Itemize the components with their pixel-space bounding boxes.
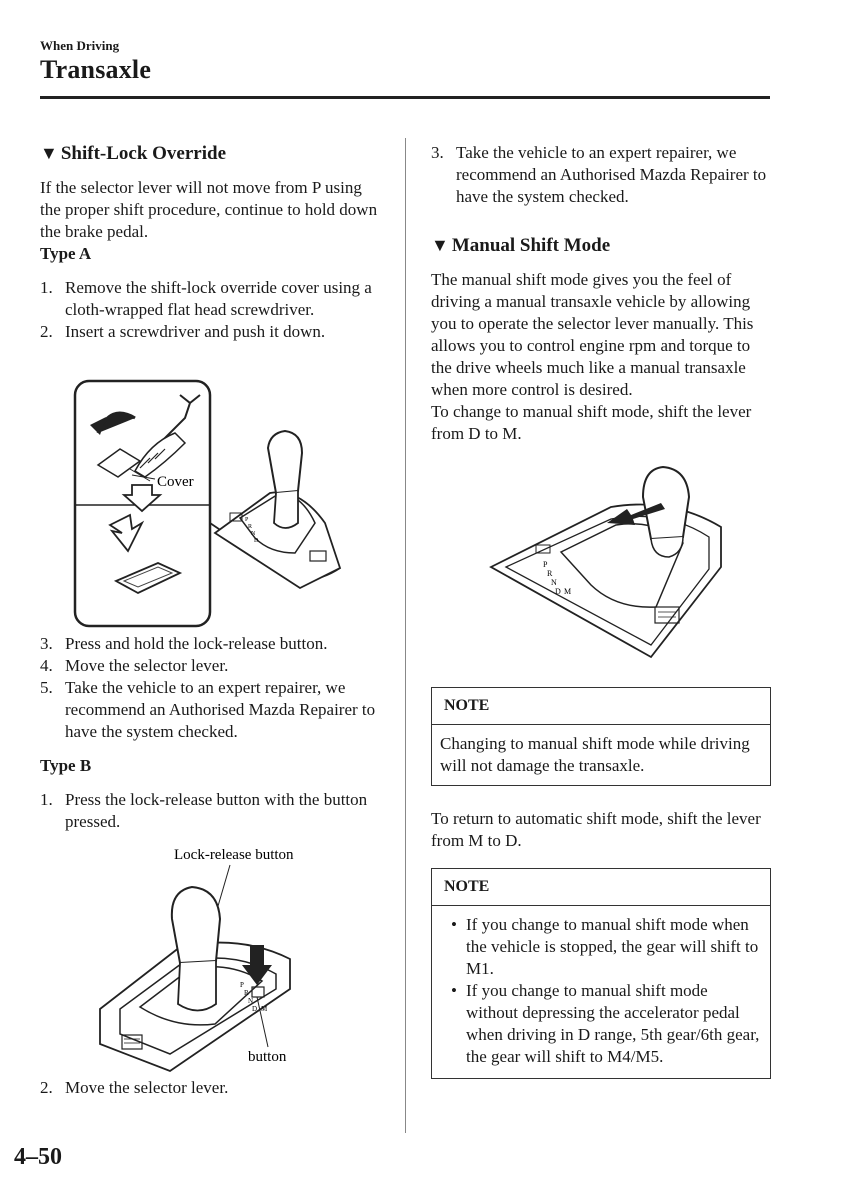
manual-shift-heading: ▼ Manual Shift Mode xyxy=(431,235,611,256)
note-text: Changing to manual shift mode while driving will not damage the transaxle. xyxy=(440,734,750,775)
note-label: NOTE xyxy=(432,688,770,725)
type-b-label: Type B xyxy=(40,756,92,775)
svg-text:D: D xyxy=(555,587,561,596)
bullet-icon: • xyxy=(451,981,457,1000)
svg-text:P: P xyxy=(240,981,244,989)
return-mode-paragraph: To return to automatic shift mode, shift the lever from M to D. xyxy=(431,809,761,850)
note-label: NOTE xyxy=(432,869,770,906)
section-kicker: When Driving xyxy=(40,38,120,53)
triangle-marker-icon: ▼ xyxy=(40,143,58,163)
list-item: 2. Move the selector lever. xyxy=(40,1078,229,1097)
list-item: 1. Remove the shift-lock override cover using a cloth-wrapped flat head screwdriver. xyxy=(40,278,372,319)
right-column xyxy=(431,140,771,1079)
svg-text:N: N xyxy=(248,997,254,1005)
bullet-icon: • xyxy=(451,915,457,934)
cover-label: Cover xyxy=(157,474,194,490)
list-item: 1. Press the lock-release button with the button pressed. xyxy=(40,790,368,831)
page-title: Transaxle xyxy=(40,55,152,84)
manual-shift-illustration xyxy=(431,457,771,677)
list-item: 4. Move the selector lever. xyxy=(40,656,229,675)
type-a-label: Type A xyxy=(40,244,92,263)
lock-release-illustration xyxy=(40,839,380,1073)
svg-text:P: P xyxy=(543,560,548,569)
lock-release-label: Lock-release button xyxy=(174,847,294,863)
svg-text:M: M xyxy=(261,1005,268,1013)
note-box-1 xyxy=(431,687,771,786)
figure-lock-release-button xyxy=(40,839,380,1073)
svg-text:N: N xyxy=(551,578,557,587)
continued-step xyxy=(431,142,771,208)
column-divider xyxy=(405,138,406,1133)
list-item: 3. Take the vehicle to an expert repairer, we recommend an Authorised Mazda Repairer to have the system checked. xyxy=(431,143,767,206)
note-list xyxy=(440,914,762,1068)
svg-text:N: N xyxy=(251,531,256,537)
left-column xyxy=(40,140,380,1099)
shift-lock-illustration xyxy=(40,373,380,633)
intro-paragraph: If the selector lever will not move from P using the proper shift procedure, continue to hold down the brake pedal. xyxy=(40,178,378,241)
note-body xyxy=(432,906,770,1078)
list-item: 5. Take the vehicle to an expert repairer, we recommend an Authorised Mazda Repairer to have the system checked. xyxy=(40,678,376,741)
type-a-steps-2 xyxy=(40,633,380,743)
list-item: 2. Insert a screwdriver and push it down. xyxy=(40,322,326,341)
change-mode-paragraph: To change to manual shift mode, shift the lever from D to M. xyxy=(431,402,752,443)
type-b-steps-2 xyxy=(40,1077,380,1099)
button-label: button xyxy=(248,1049,287,1065)
list-item: 3. Press and hold the lock-release button. xyxy=(40,634,328,653)
svg-text:D: D xyxy=(252,1005,258,1013)
list-item: • If you change to manual shift mode when the vehicle is stopped, the gear will shift to M1. xyxy=(451,915,759,978)
svg-text:R: R xyxy=(244,989,249,997)
page-number: 4–50 xyxy=(14,1144,62,1170)
note-box-2 xyxy=(431,868,771,1079)
svg-text:R: R xyxy=(547,569,553,578)
list-item: • If you change to manual shift mode without depressing the accelerator pedal when driving in D range, 5th gear/6th gear, the gear will shift to M4/M5. xyxy=(451,981,760,1066)
svg-text:D: D xyxy=(254,538,259,544)
type-a-steps-1 xyxy=(40,277,380,343)
figure-manual-shift xyxy=(431,457,771,677)
triangle-marker-icon: ▼ xyxy=(431,235,449,255)
svg-text:R: R xyxy=(248,524,253,530)
figure-shift-lock-override xyxy=(40,373,380,633)
header-rule xyxy=(40,96,770,99)
shift-lock-heading: ▼ Shift-Lock Override xyxy=(40,143,227,164)
svg-text:P: P xyxy=(245,517,249,523)
svg-text:M: M xyxy=(564,587,572,596)
type-b-steps-1 xyxy=(40,789,380,833)
manual-shift-paragraph: The manual shift mode gives you the feel of driving a manual transaxle vehicle by allowing you to operate the selector lever manually. This allows you to control engine rpm and torque to the drive wheels much like a manual transaxle when more control is desired. xyxy=(431,270,754,399)
